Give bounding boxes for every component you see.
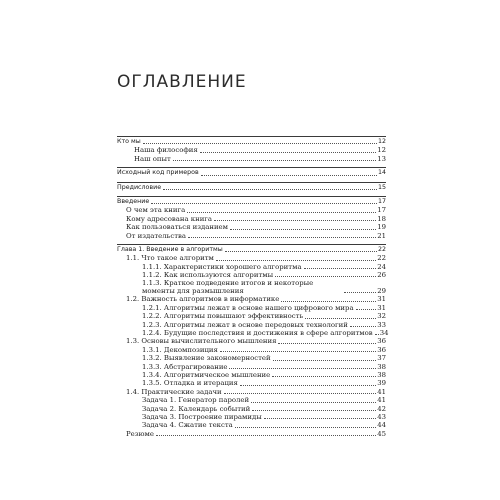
toc-page-number: 22 [377, 245, 386, 253]
toc-page-number: 38 [377, 362, 386, 371]
toc-entry [117, 295, 386, 303]
toc-entry [117, 263, 386, 271]
toc-entry-title: 1.2.4. Будущие последствия и достижения в сфере алгоритмов [142, 329, 373, 338]
leader-dots [275, 276, 376, 277]
toc-entry-title: 1.1.1. Характеристики хорошего алгоритма [142, 262, 302, 271]
toc-entry-title: 1.3.4. Алгоритмическое мышление [142, 370, 271, 379]
leader-dots [224, 393, 377, 394]
toc-entry [117, 206, 386, 214]
toc-entry-title: Задача 4. Сжатие текста [142, 421, 233, 430]
leader-dots [375, 334, 379, 335]
toc-entry [117, 155, 386, 163]
toc-entry [117, 215, 386, 223]
toc-entry-title: 1.3.1. Декомпозиция [142, 345, 218, 354]
toc-entry [117, 223, 386, 231]
page-title: ОГЛАВЛЕНИЕ [117, 72, 247, 93]
leader-dots [272, 376, 376, 377]
leader-dots [350, 326, 376, 327]
toc-entry [117, 430, 386, 438]
leader-dots [252, 410, 376, 411]
toc-page-number: 43 [377, 412, 386, 421]
toc-entry [117, 146, 386, 154]
toc-entry-title: Задача 1. Генератор паролей [142, 396, 250, 405]
toc-entry-title: Кому адресована книга [126, 214, 213, 223]
leader-dots [151, 203, 377, 204]
leader-dots [281, 301, 376, 302]
toc-page-number: 24 [377, 262, 386, 271]
leader-dots [273, 360, 377, 361]
toc-entry-title: 1.3. Основы вычислительного мышления [126, 337, 277, 346]
toc-page-number: 22 [377, 254, 386, 263]
toc-entry [117, 346, 386, 354]
toc-page-number: 18 [377, 214, 386, 223]
toc-page-number: 42 [377, 404, 386, 413]
toc-page-number: 45 [377, 429, 386, 438]
toc-entry-title: 1.2.2. Алгоритмы повышают эффективность [142, 312, 304, 321]
toc-section-heading [117, 246, 386, 254]
toc-entry-title: Введение [117, 197, 150, 205]
toc-entry [117, 421, 386, 429]
toc-entry [117, 312, 386, 320]
toc-entry-title: О чем эта книга [126, 206, 186, 215]
table-of-contents [117, 136, 389, 438]
toc-entry-title: 1.1.2. Как используются алгоритмы [142, 271, 274, 280]
toc-entry-title: Наш опыт [134, 154, 171, 163]
toc-entry-title: 1.1.3. Краткое подведение итогов и некоторые моменты для размышления [142, 279, 314, 296]
leader-dots [229, 368, 376, 369]
leader-dots [187, 212, 376, 213]
leader-dots [240, 385, 376, 386]
toc-entry [117, 354, 386, 362]
toc-entry-title: 1.3.2. Выявление закономерностей [142, 354, 271, 363]
toc-page-number: 21 [377, 231, 386, 240]
toc-entry-title: Как пользоваться изданием [126, 223, 228, 232]
toc-entry-title: Наша философия [134, 146, 198, 155]
toc-entry [117, 413, 386, 421]
toc-page-number: 34 [379, 329, 389, 338]
toc-page-number: 39 [377, 379, 386, 388]
leader-dots [230, 229, 376, 230]
toc-page-number: 15 [377, 183, 386, 191]
toc-entry [117, 396, 386, 404]
toc-entry [117, 254, 386, 262]
toc-entry [117, 321, 386, 329]
toc-entry [117, 337, 386, 345]
leader-dots [143, 143, 377, 144]
leader-dots [200, 152, 377, 153]
toc-page-number: 14 [377, 169, 386, 177]
toc-entry [117, 232, 386, 240]
toc-entry-title: 1.2. Важность алгоритмов в информатике [126, 295, 280, 304]
toc-entry-title: Задача 2. Календарь событий [142, 404, 251, 413]
toc-entry [117, 363, 386, 371]
toc-entry-title: 1.4. Практические задачи [126, 387, 222, 396]
leader-dots [235, 427, 376, 428]
toc-section-heading [117, 169, 386, 177]
leader-dots [173, 160, 376, 161]
leader-dots [356, 309, 377, 310]
toc-entry [117, 279, 386, 295]
toc-page-number: 13 [377, 154, 386, 163]
toc-page-number: 29 [377, 287, 386, 296]
toc-section [117, 167, 386, 177]
leader-dots [188, 237, 376, 238]
leader-dots [264, 418, 377, 419]
toc-page-number: 26 [377, 271, 386, 280]
leader-dots [278, 343, 376, 344]
toc-page-number: 36 [377, 337, 386, 346]
toc-entry-title: 1.2.3. Алгоритмы лежат в основе передовых технологий [142, 320, 348, 329]
toc-page-number: 44 [377, 421, 386, 430]
leader-dots [251, 402, 376, 403]
toc-entry-title: 1.1. Что такое алгоритм [126, 254, 214, 263]
toc-page-number: 33 [377, 320, 386, 329]
toc-entry-title: Кто мы [117, 137, 141, 145]
toc-entry-title: 1.3.5. Отладка и итерация [142, 379, 238, 388]
toc-entry [117, 271, 386, 279]
toc-page-number: 37 [377, 354, 386, 363]
leader-dots [216, 260, 376, 261]
leader-dots [344, 292, 376, 293]
toc-page-number: 12 [377, 137, 386, 145]
toc-section [117, 196, 386, 240]
toc-entry-title: Глава 1. Введение в алгоритмы [117, 245, 223, 253]
toc-page-number: 32 [377, 312, 386, 321]
leader-dots [163, 189, 377, 190]
leader-dots [225, 251, 377, 252]
toc-section [117, 244, 389, 438]
leader-dots [304, 268, 377, 269]
toc-entry [117, 329, 389, 338]
toc-page-number: 19 [377, 223, 386, 232]
leader-dots [305, 318, 376, 319]
toc-section [117, 136, 386, 163]
toc-entry-title: 1.3.3. Абстрагирование [142, 362, 228, 371]
toc-entry [117, 379, 386, 387]
toc-entry [117, 388, 386, 396]
leader-dots [214, 220, 376, 221]
toc-section-heading [117, 198, 386, 206]
toc-section-heading [117, 184, 386, 192]
toc-page-number: 41 [377, 396, 386, 405]
toc-entry-title: Резюме [126, 429, 154, 438]
toc-page-number: 31 [377, 295, 386, 304]
leader-dots [156, 435, 376, 436]
toc-entry [117, 304, 386, 312]
toc-entry-title: Предисловие [117, 183, 162, 191]
toc-page-number: 17 [377, 197, 386, 205]
toc-page-number: 36 [377, 345, 386, 354]
toc-entry-title: Исходный код примеров [117, 169, 199, 177]
toc-page-number: 12 [377, 146, 386, 155]
toc-page-number: 41 [377, 387, 386, 396]
leader-dots [201, 175, 377, 176]
toc-entry-title: Задача 3. Построение пирамиды [142, 412, 262, 421]
toc-entry [117, 371, 386, 379]
leader-dots [220, 351, 376, 352]
toc-page-number: 31 [377, 303, 386, 312]
toc-entry-title: От издательства [126, 231, 187, 240]
toc-section-heading [117, 138, 386, 146]
toc-section [117, 182, 386, 192]
toc-entry-title: 1.2.1. Алгоритмы лежат в основе нашего цифрового мира [142, 303, 354, 312]
toc-entry [117, 405, 386, 413]
toc-page-number: 38 [377, 370, 386, 379]
toc-page-number: 17 [377, 206, 386, 215]
